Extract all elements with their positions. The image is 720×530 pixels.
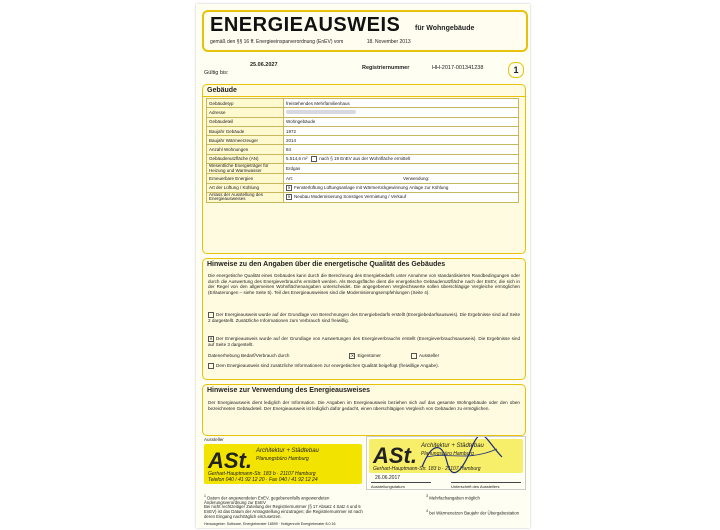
usage-label: Verwendung: (403, 175, 430, 181)
usage-hints-heading: Hinweise zur Verwendung des Energieausweises (207, 387, 371, 394)
owner-label: Eigentümer (357, 353, 381, 359)
checkbox-checked (286, 194, 292, 200)
row-label: Anlass der Ausstellung des Energieausweises (207, 192, 284, 202)
signature-area (366, 436, 526, 490)
row-label: Erneuerbare Energien (207, 174, 284, 183)
footnote-4: $^4$ bei Wärmenetzen Baujahr der Übergabestation (426, 509, 520, 516)
issuer-address: Gerhart-Hauptmann-Str. 183 b · 21107 Hamburg (208, 471, 316, 477)
regulation-date: 18. November 2013 (366, 39, 411, 45)
signature-label: Unterschrift des Ausstellers (451, 482, 521, 489)
table-row (207, 136, 519, 145)
reason-options: Neubau Modernisierung Sonstiges Vermietung / Verkauf (294, 194, 407, 200)
option-consumption-text: Der Energieausweis wurde auf der Grundlage von Auswertungen des Energieverbrauchs erstellt (Energieverbrauchsausweis). Die Ergebnisse sind auf Seite 3 dargestellt. (208, 336, 520, 347)
table-row (207, 126, 519, 135)
row-value: 2014 (284, 136, 519, 145)
row-label: Wesentliche Energieträger für Heizung und Warmwasser (207, 164, 284, 174)
renewables-value (284, 174, 519, 183)
table-row (207, 117, 519, 126)
page-number: 1 (508, 62, 524, 78)
issue-date: 26.06.2017 (375, 475, 401, 481)
checkbox-checked (286, 185, 292, 191)
area-checkbox (311, 156, 317, 162)
option-demand (208, 312, 520, 324)
option-consumption (208, 336, 520, 348)
table-row (207, 164, 519, 174)
footnote-1-text: Datum der angewendeten EnEV, gegebenenfalls angewendeten Änderungsverordnung zur EnEV (204, 495, 330, 506)
valid-until-label: Gültig bis: (204, 70, 229, 76)
table-row (207, 99, 519, 108)
checkbox (208, 363, 214, 369)
footnote-3: $^3$ Mehrfachangaben möglich (426, 494, 480, 501)
footnote-2-text: Bei nicht rechtzeitiger Zuteilung der Registriernummer (§ 17 Absatz 4 Satz 4 und 5 EnEV) ist das Datum der Antragstellung einzutragen; die Registriernummer ist nach deren Eingang nachträglich einzusetzen. (204, 504, 363, 519)
redacted-address (286, 110, 356, 114)
registration-label: Registriernummer (362, 65, 410, 71)
publisher-line: Herausgeber: Software, Energieberater 18599 · Hottgenroth Energieberater 8.0.16 (204, 522, 336, 526)
certificate-page (196, 4, 530, 528)
quality-hints-text: Die energetische Qualität eines Gebäudes kann durch die Berechnung des Energiebedarfs unter Annahme von standardisierten Randbedingungen oder durch die Auswertung des Energieverbrauchs ermittelt werden. Als Bezugsfläche dient die energetische Gebäudenutzfläche nach der EnEV, die sich in der Regel von den allgemeinen Wohnflächenangaben unterscheidet. Die angegebenen Vergleichswerte sollen überschlägige Vergleiche ermöglichen (Erläuterungen – siehe Seite 5). Teil des Energieausweises sind die Modernisierungsempfehlungen (Seite 4). (208, 273, 520, 295)
issuer-line1: Architektur + Städtebau (256, 448, 319, 454)
area-value (284, 154, 519, 163)
area-note: nach § 19 EnEV aus der Wohnfläche ermittelt (319, 156, 411, 162)
table-row (207, 174, 519, 183)
usage-hints-section (202, 384, 526, 436)
issuer-line2-copy: Planungsbüro Hamburg (421, 451, 474, 457)
table-row (207, 183, 519, 192)
row-value: Erdgas (284, 164, 519, 174)
option-additional (208, 363, 520, 369)
valid-until-date: 25.06.2027 (250, 62, 278, 68)
table-row (207, 108, 519, 117)
issuer-address-copy: Gerhart-Hauptmann-Str. 183 b · 21107 Hamburg (373, 466, 481, 472)
row-label: Art der Lüftung / Kühlung (207, 183, 284, 192)
usage-hints-text: Der Energieausweis dient lediglich der Information. Die Angaben im Energieausweis beziehen sich auf das gesamte Wohngebäude oder den oben bezeichneten Gebäudeteil. Der Energieausweis ist lediglich dafür gedacht, einen überschlägigen Vergleich von Gebäuden zu ermöglichen. (208, 400, 520, 411)
data-collection (208, 353, 520, 359)
table-row (207, 145, 519, 154)
address-value (284, 108, 519, 117)
document-subtitle: für Wohngebäude (415, 25, 475, 32)
row-label: Baujahr Gebäude (207, 126, 284, 135)
regulation-text: gemäß den §§ 16 ff. Energieeinsparverordnung (EnEV) vom (210, 39, 344, 45)
row-value: freistehendes Mehrfamilienhaus (284, 99, 519, 108)
footnote-4-text: bei Wärmenetzen Baujahr der Übergabestation (429, 510, 520, 516)
issue-date-label: Ausstellungsdatum (371, 482, 431, 489)
data-collection-label: Datenerhebung Bedarf/Verbrauch durch (208, 353, 290, 359)
footnote-1: $^1$ Datum der angewendeten EnEV, gegebenenfalls angewendeten Änderungsverordnung zur EnEV (204, 494, 330, 506)
reason-value (284, 192, 519, 202)
row-value: 84 (284, 145, 519, 154)
issuer-stamp (204, 444, 362, 484)
option-additional-text: Dem Energieausweis sind zusätzliche Informationen zur energetischen Qualität beigefügt (freiwillige Angabe). (216, 363, 439, 369)
row-value: Wohngebäude (284, 117, 519, 126)
issuer-logo: ASt. (208, 448, 252, 473)
row-value: 1972 (284, 126, 519, 135)
table-row (207, 192, 519, 202)
document-title: ENERGIEAUSWEIS (210, 14, 401, 36)
renewables-type: Art: (286, 175, 294, 181)
checkbox-checked (349, 353, 355, 359)
issuer-line1-copy: Architektur + Städtebau (421, 443, 484, 449)
issuer-label: Aussteller (204, 437, 224, 442)
quality-hints-section (202, 258, 526, 380)
building-section (202, 84, 526, 254)
footnote-3-text: Mehrfachangaben möglich (429, 495, 480, 501)
option-demand-text: Der Energieausweis wurde auf der Grundlage von Berechnungen des Energiebedarfs erstellt (Energiebedarfsausweis). Die Ergebnisse sind auf Seite 2 dargestellt. Zusätzliche Informationen zum Verbrauch sind freiwillig. (208, 312, 520, 323)
building-table (206, 98, 519, 203)
regulation-line (210, 39, 411, 45)
building-heading: Gebäude (203, 85, 525, 97)
issuer-option-label: Aussteller (418, 353, 440, 359)
row-label: Gebäudeteil (207, 117, 284, 126)
issuer-phone: Telefon 040 / 41 92 12 20 · Fax 040 / 41 92 12 24 (208, 477, 318, 483)
row-label: Baujahr Wärmeerzeuger (207, 136, 284, 145)
row-label: Gebäudenutzfläche (AN) (207, 154, 284, 163)
issuer-logo-copy: ASt. (373, 443, 417, 468)
row-label: Gebäudetyp (207, 99, 284, 108)
signature-graphic (417, 437, 507, 477)
ventilation-options: Fensterlüftung Lüftungsanlage mit Wärmerückgewinnung Anlage zur Kühlung (294, 184, 449, 190)
quality-hints-heading: Hinweise zu den Angaben über die energetische Qualität des Gebäudes (207, 261, 446, 268)
area-number: 5.514,6 m² (286, 156, 308, 162)
ventilation-value (284, 183, 519, 192)
issuer-line2: Planungsbüro Hamburg (256, 456, 309, 462)
row-label: Adresse (207, 108, 284, 117)
registration-number: HH-2017-001341238 (432, 65, 484, 71)
title-box (202, 10, 528, 52)
row-label: Anzahl Wohnungen (207, 145, 284, 154)
checkbox (411, 353, 417, 359)
